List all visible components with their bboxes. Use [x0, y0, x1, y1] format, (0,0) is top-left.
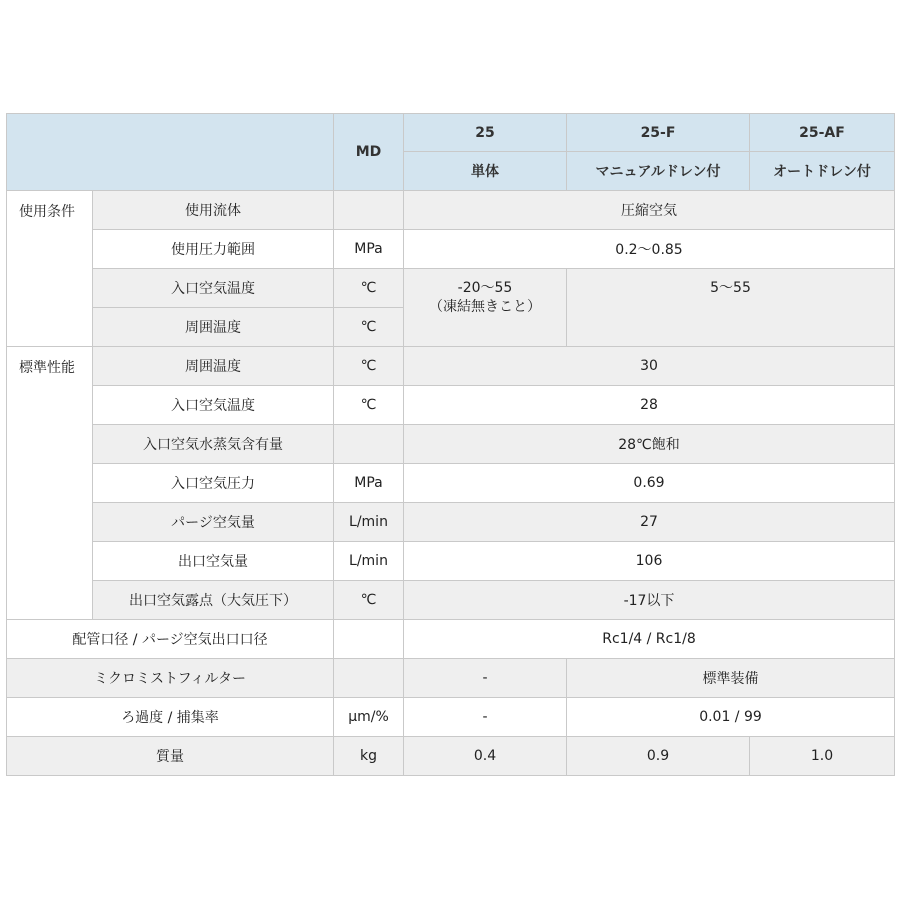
temp-range-other: 5～55	[567, 269, 895, 347]
header-md: MD	[334, 114, 404, 191]
spec-table	[6, 113, 895, 776]
table-row	[7, 737, 895, 776]
row-value: 106	[404, 542, 895, 581]
row-label: 配管口径 / パージ空気出口口径	[7, 620, 334, 659]
header-type-25af: オートドレン付	[750, 152, 895, 191]
header-model-25f: 25-F	[567, 114, 750, 152]
row-unit: L/min	[334, 503, 404, 542]
header-model-25af: 25-AF	[750, 114, 895, 152]
row-unit: ℃	[334, 581, 404, 620]
table-row	[7, 620, 895, 659]
row-label: 周囲温度	[93, 347, 334, 386]
row-value: 28℃飽和	[404, 425, 895, 464]
row-label: 出口空気量	[93, 542, 334, 581]
row-unit: ℃	[334, 308, 404, 347]
row-value-25: -	[404, 698, 567, 737]
table-row	[7, 386, 895, 425]
row-value-other: 0.01 / 99	[567, 698, 895, 737]
header-model-25: 25	[404, 114, 567, 152]
row-value-25: -	[404, 659, 567, 698]
row-label: 出口空気露点（大気圧下）	[93, 581, 334, 620]
temp-range-25-line1: -20～55	[457, 280, 513, 296]
table-row	[7, 542, 895, 581]
row-unit: L/min	[334, 542, 404, 581]
row-unit	[334, 620, 404, 659]
row-value: 30	[404, 347, 895, 386]
table-row	[7, 581, 895, 620]
table-row	[7, 269, 895, 308]
header-type-25: 単体	[404, 152, 567, 191]
row-value: -17以下	[404, 581, 895, 620]
row-label: 使用圧力範囲	[93, 230, 334, 269]
group-label-standard: 標準性能	[7, 347, 93, 620]
row-value: 圧縮空気	[404, 191, 895, 230]
header-blank	[7, 114, 334, 191]
temp-range-25	[404, 269, 567, 347]
header-type-25f: マニュアルドレン付	[567, 152, 750, 191]
row-unit	[334, 191, 404, 230]
table-row	[7, 698, 895, 737]
row-label: ミクロミストフィルター	[7, 659, 334, 698]
temp-range-25-line2: （凍結無きこと）	[429, 299, 541, 315]
row-label: 入口空気水蒸気含有量	[93, 425, 334, 464]
table-row	[7, 503, 895, 542]
row-value-25af: 1.0	[750, 737, 895, 776]
row-value: 28	[404, 386, 895, 425]
row-label: 周囲温度	[93, 308, 334, 347]
table-row	[7, 425, 895, 464]
table-row	[7, 230, 895, 269]
row-label: 使用流体	[93, 191, 334, 230]
row-label: ろ過度 / 捕集率	[7, 698, 334, 737]
table-row	[7, 191, 895, 230]
row-value: Rc1/4 / Rc1/8	[404, 620, 895, 659]
row-value-25f: 0.9	[567, 737, 750, 776]
row-unit: μm/%	[334, 698, 404, 737]
row-value-25: 0.4	[404, 737, 567, 776]
group-label-usage: 使用条件	[7, 191, 93, 347]
table-row	[7, 659, 895, 698]
row-value: 0.2～0.85	[404, 230, 895, 269]
row-unit: ℃	[334, 347, 404, 386]
row-value: 27	[404, 503, 895, 542]
row-unit	[334, 659, 404, 698]
row-label: パージ空気量	[93, 503, 334, 542]
row-label: 入口空気圧力	[93, 464, 334, 503]
row-unit: ℃	[334, 386, 404, 425]
row-unit: MPa	[334, 230, 404, 269]
row-value: 0.69	[404, 464, 895, 503]
table-row	[7, 347, 895, 386]
row-unit	[334, 425, 404, 464]
row-unit: ℃	[334, 269, 404, 308]
header-row-models	[7, 114, 895, 152]
row-label: 入口空気温度	[93, 386, 334, 425]
row-value-other: 標準装備	[567, 659, 895, 698]
row-label: 入口空気温度	[93, 269, 334, 308]
table-row	[7, 464, 895, 503]
row-label: 質量	[7, 737, 334, 776]
row-unit: kg	[334, 737, 404, 776]
row-unit: MPa	[334, 464, 404, 503]
